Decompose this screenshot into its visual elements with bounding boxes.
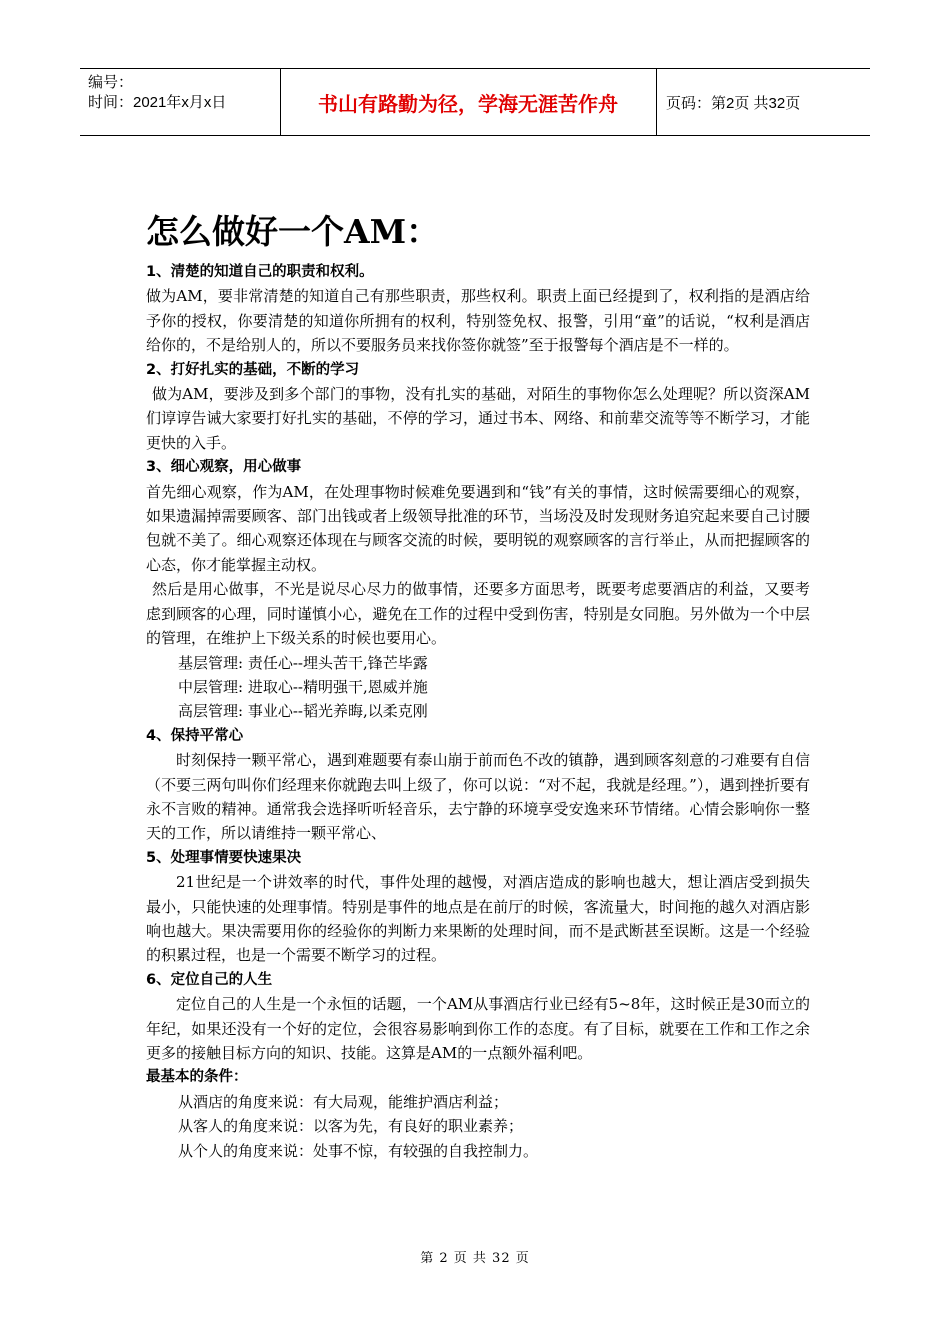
page-title: 怎么做好一个AM： — [146, 212, 440, 251]
header-meta — [88, 73, 226, 113]
list-item: 从个人的角度来说：处事不惊，有较强的自我控制力。 — [178, 1141, 539, 1160]
section-heading: 最基本的条件： — [146, 1069, 248, 1086]
paragraph: 首先细心观察，作为AM，在处理事物时候难免要遇到和“钱”有关的事情，这时候需要细心的观察，如果遗漏掉需要顾客、部门出钱或者上级领导批准的环节，当场没及时发现财务追究起来要自己讨腰包就不美了。细心观察还体现在与顾客交流的时候，要明锐的观察顾客的言行举止，从而把握顾客的心态，你才能掌握主动权。 — [146, 482, 810, 574]
list-item: 中层管理: 进取心--精明强干,恩威并施 — [178, 677, 428, 696]
section-heading: 1、清楚的知道自己的职责和权利。 — [146, 264, 374, 280]
header-divider — [656, 69, 657, 135]
list-item: 从酒店的角度来说：有大局观，能维护酒店利益； — [178, 1092, 509, 1111]
header-page-info: 页码：第2页 共32页 — [666, 94, 801, 112]
section-heading: 3、细心观察，用心做事 — [146, 459, 302, 476]
paragraph: 定位自己的人生是一个永恒的话题，一个AM从事酒店行业已经有5~8年，这时候正是30而立的年纪，如果还没有一个好的定位，会很容易影响到你工作的态度。有了目标，就要在工作和工作之余更多的接触目标方向的知识、技能。这算是AM的一点额外福利吧。 — [146, 995, 810, 1062]
section-heading: 2、打好扎实的基础，不断的学习 — [146, 361, 360, 378]
section-heading: 5、处理事情要快速果决 — [146, 849, 302, 866]
management-levels — [146, 651, 810, 724]
document-header — [80, 68, 870, 136]
document-body — [146, 210, 810, 1163]
paragraph: 21世纪是一个讲效率的时代，事件处理的越慢，对酒店造成的影响也越大，想让酒店受到损失最小，只能快速的处理事情。特别是事件的地点是在前厅的时候，客流量大，时间拖的越久对酒店影响也越大。果决需要用你的经验你的判断力来果断的处理时间，而不是武断甚至误断。这是一个经验的积累过程，也是一个需要不断学习的过程。 — [146, 873, 810, 965]
list-item: 从客人的角度来说：以客为先，有良好的职业素养； — [178, 1117, 524, 1136]
paragraph: 做为AM，要非常清楚的知道自己有那些职责，那些权利。职责上面已经提到了，权利指的是酒店给予你的授权，你要清楚的知道你所拥有的权利，特别签免权、报警，引用“童”的话说，“权利是酒店给你的，不是给别人的，所以不要服务员来找你签你就签”至于报警每个酒店是不一样的。 — [146, 287, 810, 355]
section-heading: 4、保持平常心 — [146, 727, 244, 744]
paragraph: 时刻保持一颗平常心，遇到难题要有泰山崩于前而色不改的镇静，遇到顾客刻意的刁难要有自信（不要三两句叫你们经理来你就跑去叫上级了，你可以说：“对不起，我就是经理。”），遇到挫折要有永不言败的精神。通常我会选择听听轻音乐，去宁静的环境享受安逸来环节情绪。心情会影响你一整天的工作，所以请维持一颗平常心、 — [146, 751, 810, 843]
basic-conditions — [146, 1090, 810, 1163]
list-item: 基层管理: 责任心--埋头苦干,锋芒毕露 — [178, 653, 428, 672]
section-heading: 6、定位自己的人生 — [146, 971, 273, 988]
paragraph: 做为AM，要涉及到多个部门的事物，没有扎实的基础，对陌生的事物你怎么处理呢？所以资深AM们谆谆告诫大家要打好扎实的基础，不停的学习，通过书本、网络、和前辈交流等等不断学习，才能更快的入手。 — [146, 385, 810, 452]
time-label: 时间：2021年x月x日 — [88, 94, 227, 111]
paragraph: 然后是用心做事，不光是说尽心尽力的做事情，还要多方面思考，既要考虑要酒店的利益，又要考虑到顾客的心理，同时谨慎小心，避免在工作的过程中受到伤害，特别是女同胞。另外做为一个中层的管理，在维护上下级关系的时候也要用心。 — [146, 580, 810, 648]
header-motto: 书山有路勤为径，学海无涯苦作舟 — [318, 91, 618, 116]
list-item: 高层管理: 事业心--韬光养晦,以柔克刚 — [178, 702, 428, 721]
number-label: 编号： — [88, 74, 134, 91]
page-footer: 第 2 页 共 32 页 — [420, 1251, 530, 1266]
